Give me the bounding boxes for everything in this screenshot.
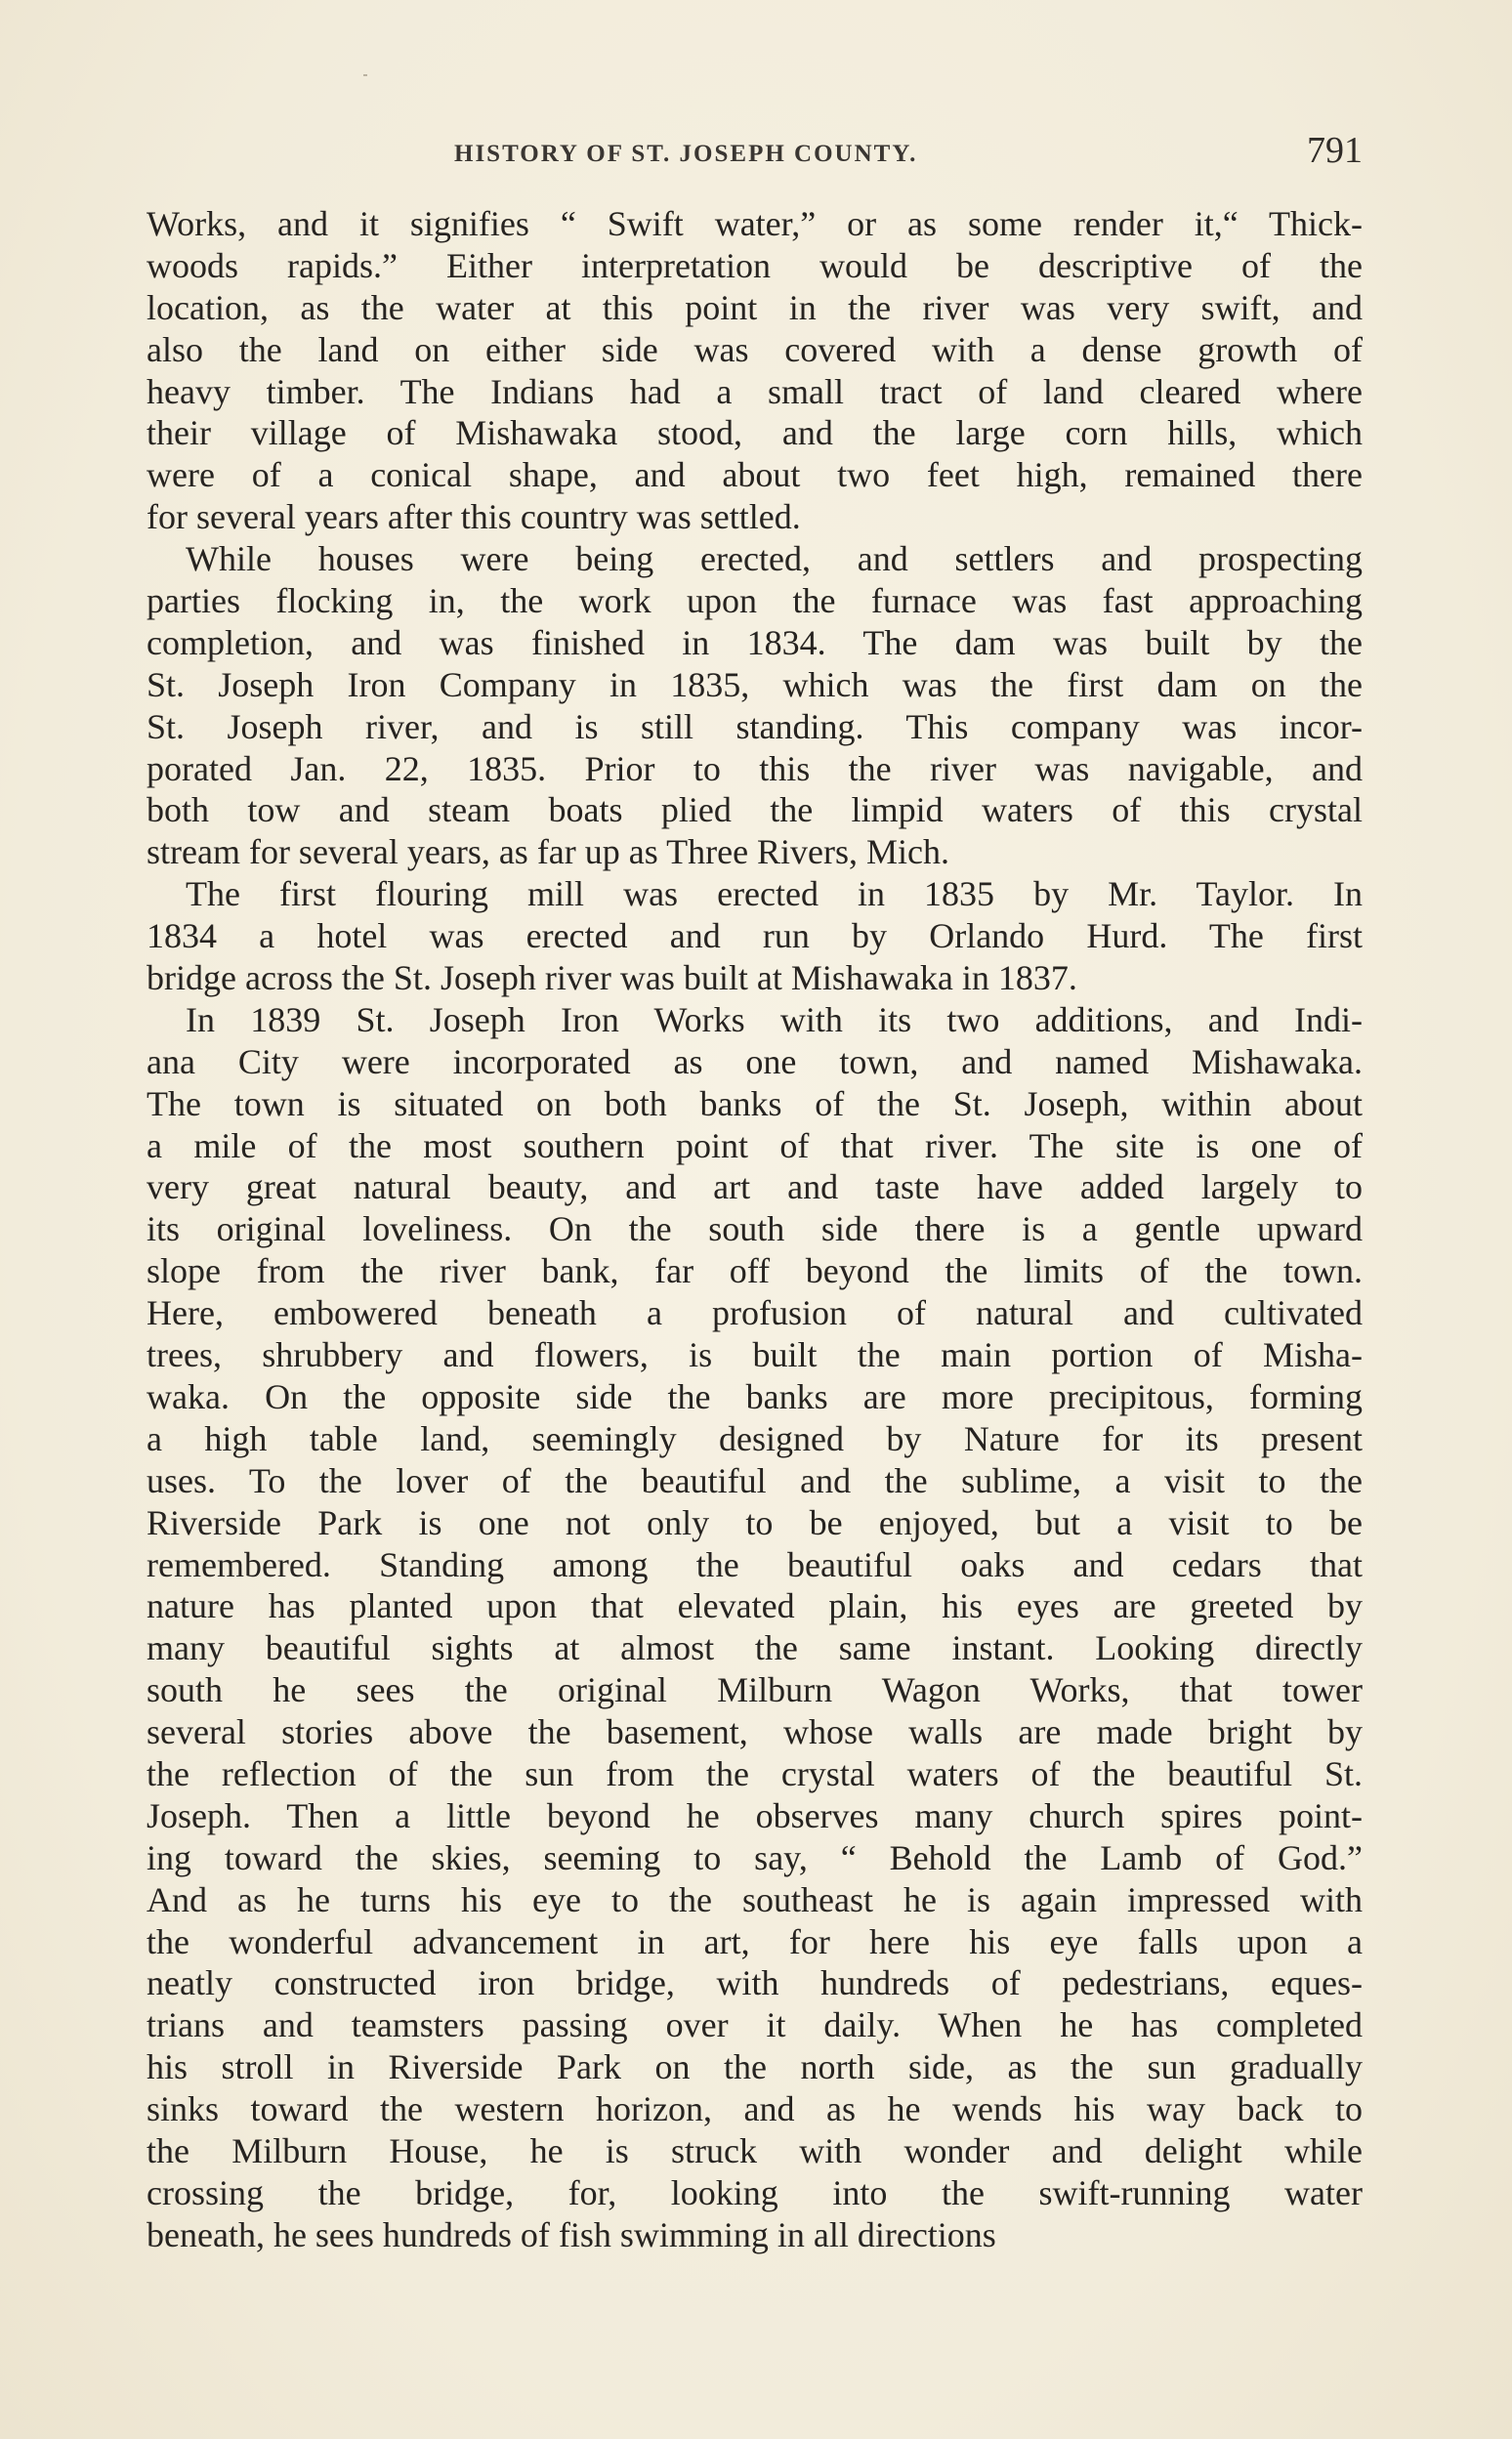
text-line: ing toward the skies, seeming to say, “ Behold the Lamb of God.” <box>147 1837 1363 1877</box>
text-line: Riverside Park is one not only to be enjoyed, but a visit to be <box>147 1502 1363 1542</box>
running-head: HISTORY OF ST. JOSEPH COUNTY. <box>454 141 918 167</box>
text-line: stream for several years, as far up as Three Rivers, Mich. <box>147 832 950 872</box>
text-line: slope from the river bank, far off beyond the limits of the town. <box>147 1251 1363 1291</box>
text-line: a mile of the most southern point of that river. The site is one of <box>147 1125 1363 1165</box>
body-text <box>147 203 1363 2256</box>
text-line: St. Joseph river, and is still standing. This company was incor- <box>147 706 1363 746</box>
text-line: woods rapids.” Either interpretation would be descriptive of the <box>147 245 1363 285</box>
text-line: heavy timber. The Indians had a small tract of land cleared where <box>147 371 1363 411</box>
text-line: both tow and steam boats plied the limpid waters of this crystal <box>147 790 1363 830</box>
text-line: Here, embowered beneath a profusion of natural and cultivated <box>147 1293 1363 1333</box>
text-line: their village of Mishawaka stood, and the large corn hills, which <box>147 413 1363 453</box>
text-line: south he sees the original Milburn Wagon Works, that tower <box>147 1670 1363 1710</box>
text-line: for several years after this country was settled. <box>147 497 801 537</box>
text-line: crossing the bridge, for, looking into the swift-running water <box>147 2172 1363 2212</box>
text-line: St. Joseph Iron Company in 1835, which was the first dam on the <box>147 664 1363 704</box>
text-line: The first flouring mill was erected in 1835 by Mr. Taylor. In <box>186 874 1363 914</box>
page-header <box>147 130 1363 184</box>
text-line: bridge across the St. Joseph river was built at Mishawaka in 1837. <box>147 958 1077 998</box>
text-line: porated Jan. 22, 1835. Prior to this the river was navigable, and <box>147 748 1363 788</box>
text-line: neatly constructed iron bridge, with hundreds of pedestrians, eques- <box>147 1963 1363 2003</box>
page-number: 791 <box>1307 130 1363 171</box>
text-line: In 1839 St. Joseph Iron Works with its two additions, and Indi- <box>186 999 1363 1039</box>
text-line: his stroll in Riverside Park on the north side, as the sun gradually <box>147 2047 1363 2087</box>
text-line: beneath, he sees hundreds of fish swimming in all directions <box>147 2214 996 2254</box>
text-line: were of a conical shape, and about two feet high, remained there <box>147 455 1363 495</box>
text-line: uses. To the lover of the beautiful and the sublime, a visit to the <box>147 1460 1363 1500</box>
text-line: several stories above the basement, whose walls are made bright by <box>147 1712 1363 1752</box>
text-line: The town is situated on both banks of the St. Joseph, within about <box>147 1083 1363 1123</box>
text-line: nature has planted upon that elevated plain, his eyes are greeted by <box>147 1586 1363 1626</box>
text-line: remembered. Standing among the beautiful oaks and cedars that <box>147 1544 1363 1584</box>
text-line: Works, and it signifies “ Swift water,” or as some render it,“ Thick- <box>147 204 1363 243</box>
text-line: very great natural beauty, and art and taste have added largely to <box>147 1167 1363 1207</box>
paragraph <box>147 203 1363 538</box>
text-line: trees, shrubbery and flowers, is built the main portion of Misha- <box>147 1335 1363 1375</box>
text-line: a high table land, seemingly designed by Nature for its present <box>147 1418 1363 1458</box>
text-line: sinks toward the western horizon, and as he wends his way back to <box>147 2089 1363 2129</box>
text-line: completion, and was finished in 1834. The dam was built by the <box>147 622 1363 662</box>
paragraph <box>147 538 1363 873</box>
text-line: 1834 a hotel was erected and run by Orlando Hurd. The first <box>147 916 1363 956</box>
text-line: many beautiful sights at almost the same instant. Looking directly <box>147 1628 1363 1668</box>
text-line: also the land on either side was covered with a dense growth of <box>147 329 1363 369</box>
text-line: its original loveliness. On the south side there is a gentle upward <box>147 1209 1363 1249</box>
paragraph <box>147 873 1363 999</box>
text-line: waka. On the opposite side the banks are more precipitous, forming <box>147 1376 1363 1416</box>
paper-fleck <box>363 74 367 76</box>
text-line: the reflection of the sun from the crystal waters of the beautiful St. <box>147 1753 1363 1793</box>
text-line: And as he turns his eye to the southeast he is again impressed with <box>147 1879 1363 1919</box>
text-line: ana City were incorporated as one town, and named Mishawaka. <box>147 1041 1363 1081</box>
text-line: trians and teamsters passing over it daily. When he has completed <box>147 2005 1363 2045</box>
paragraph <box>147 999 1363 2256</box>
text-line: the Milburn House, he is struck with wonder and delight while <box>147 2130 1363 2170</box>
text-line: the wonderful advancement in art, for here his eye falls upon a <box>147 1921 1363 1961</box>
text-line: Joseph. Then a little beyond he observes many church spires point- <box>147 1795 1363 1835</box>
text-line: location, as the water at this point in the river was very swift, and <box>147 287 1363 327</box>
text-line: parties flocking in, the work upon the furnace was fast approaching <box>147 581 1363 621</box>
text-line: While houses were being erected, and settlers and prospecting <box>186 539 1363 579</box>
